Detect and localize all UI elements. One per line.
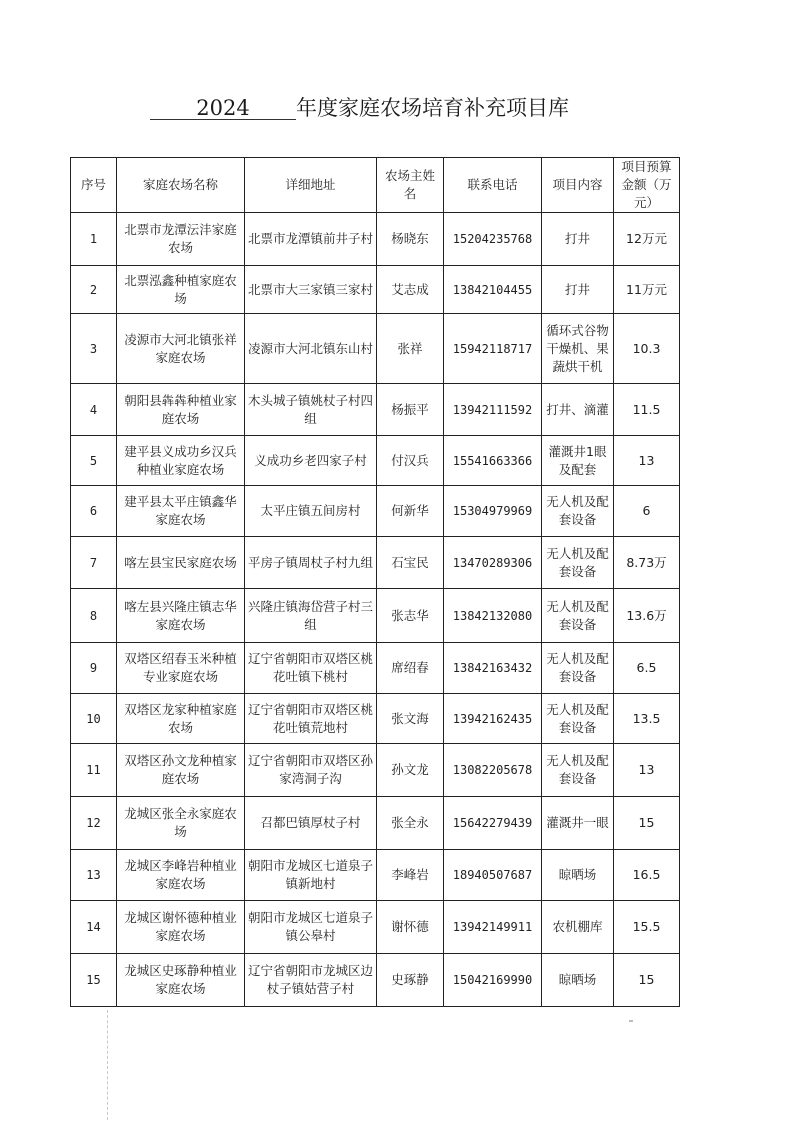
address-cell: 辽宁省朝阳市龙城区边杖子镇姑营子村 bbox=[245, 954, 377, 1007]
header-phone: 联系电话 bbox=[444, 158, 542, 213]
phone-cell: 15541663366 bbox=[444, 436, 542, 486]
farm-name-cell: 建平县义成功乡汉兵种植业家庭农场 bbox=[117, 436, 245, 486]
row-index-cell: 3 bbox=[71, 314, 117, 384]
owner-name-cell: 席绍春 bbox=[377, 643, 444, 694]
row-index-cell: 6 bbox=[71, 486, 117, 537]
phone-cell: 18940507687 bbox=[444, 850, 542, 901]
table-row bbox=[71, 436, 680, 486]
owner-name-cell: 付汉兵 bbox=[377, 436, 444, 486]
row-index-cell: 7 bbox=[71, 537, 117, 589]
farm-name-cell: 龙城区李峰岩种植业家庭农场 bbox=[117, 850, 245, 901]
table-row bbox=[71, 694, 680, 744]
scan-artifact-dot bbox=[629, 1020, 633, 1022]
project-content-cell: 打井 bbox=[542, 213, 614, 266]
phone-cell: 15942118717 bbox=[444, 314, 542, 384]
row-index-cell: 8 bbox=[71, 589, 117, 643]
header-budget: 项目预算金额（万元） bbox=[614, 158, 680, 213]
phone-cell: 13842104455 bbox=[444, 266, 542, 314]
title-year: 2024 bbox=[150, 97, 296, 120]
owner-name-cell: 艾志成 bbox=[377, 266, 444, 314]
address-cell: 平房子镇周杖子村九组 bbox=[245, 537, 377, 589]
row-index-cell: 14 bbox=[71, 901, 117, 954]
address-cell: 朝阳市龙城区七道泉子镇公皋村 bbox=[245, 901, 377, 954]
table-row bbox=[71, 384, 680, 436]
budget-cell: 13.5 bbox=[614, 694, 680, 744]
project-content-cell: 打井、滴灌 bbox=[542, 384, 614, 436]
farm-name-cell: 龙城区张全永家庭农场 bbox=[117, 797, 245, 850]
budget-cell: 13 bbox=[614, 436, 680, 486]
owner-name-cell: 张文海 bbox=[377, 694, 444, 744]
table-row bbox=[71, 537, 680, 589]
table-row bbox=[71, 213, 680, 266]
farm-name-cell: 双塔区龙家种植家庭农场 bbox=[117, 694, 245, 744]
table-row bbox=[71, 954, 680, 1007]
project-content-cell: 无人机及配套设备 bbox=[542, 694, 614, 744]
farm-name-cell: 双塔区孙文龙种植家庭农场 bbox=[117, 744, 245, 797]
project-content-cell: 无人机及配套设备 bbox=[542, 537, 614, 589]
address-cell: 北票市大三家镇三家村 bbox=[245, 266, 377, 314]
farm-name-cell: 龙城区谢怀德种植业家庭农场 bbox=[117, 901, 245, 954]
farm-name-cell: 龙城区史琢静种植业家庭农场 bbox=[117, 954, 245, 1007]
owner-name-cell: 张全永 bbox=[377, 797, 444, 850]
project-content-cell: 无人机及配套设备 bbox=[542, 643, 614, 694]
budget-cell: 6 bbox=[614, 486, 680, 537]
owner-name-cell: 何新华 bbox=[377, 486, 444, 537]
address-cell: 太平庄镇五间房村 bbox=[245, 486, 377, 537]
row-index-cell: 2 bbox=[71, 266, 117, 314]
owner-name-cell: 张志华 bbox=[377, 589, 444, 643]
farm-name-cell: 北票市龙潭沄沣家庭农场 bbox=[117, 213, 245, 266]
table-row bbox=[71, 850, 680, 901]
farm-name-cell: 朝阳县犇犇种植业家庭农场 bbox=[117, 384, 245, 436]
phone-cell: 13842163432 bbox=[444, 643, 542, 694]
address-cell: 辽宁省朝阳市双塔区孙家湾洞子沟 bbox=[245, 744, 377, 797]
table-header-row bbox=[71, 158, 680, 213]
farm-name-cell: 喀左县兴隆庄镇志华家庭农场 bbox=[117, 589, 245, 643]
address-cell: 辽宁省朝阳市双塔区桃花吐镇荒地村 bbox=[245, 694, 377, 744]
address-cell: 凌源市大河北镇东山村 bbox=[245, 314, 377, 384]
farm-name-cell: 喀左县宝民家庭农场 bbox=[117, 537, 245, 589]
budget-cell: 11.5 bbox=[614, 384, 680, 436]
phone-cell: 13942111592 bbox=[444, 384, 542, 436]
farm-name-cell: 建平县太平庄镇鑫华家庭农场 bbox=[117, 486, 245, 537]
budget-cell: 6.5 bbox=[614, 643, 680, 694]
project-table bbox=[70, 157, 680, 1007]
budget-cell: 15.5 bbox=[614, 901, 680, 954]
table-row bbox=[71, 314, 680, 384]
phone-cell: 15304979969 bbox=[444, 486, 542, 537]
phone-cell: 13942162435 bbox=[444, 694, 542, 744]
project-content-cell: 循环式谷物干燥机、果蔬烘干机 bbox=[542, 314, 614, 384]
owner-name-cell: 石宝民 bbox=[377, 537, 444, 589]
phone-cell: 15042169990 bbox=[444, 954, 542, 1007]
header-address: 详细地址 bbox=[245, 158, 377, 213]
phone-cell: 13842132080 bbox=[444, 589, 542, 643]
project-content-cell: 无人机及配套设备 bbox=[542, 589, 614, 643]
farm-name-cell: 凌源市大河北镇张祥家庭农场 bbox=[117, 314, 245, 384]
address-cell: 辽宁省朝阳市双塔区桃花吐镇下桃村 bbox=[245, 643, 377, 694]
owner-name-cell: 杨振平 bbox=[377, 384, 444, 436]
farm-name-cell: 北票泓鑫种植家庭农场 bbox=[117, 266, 245, 314]
phone-cell: 15204235768 bbox=[444, 213, 542, 266]
owner-name-cell: 史琢静 bbox=[377, 954, 444, 1007]
budget-cell: 16.5 bbox=[614, 850, 680, 901]
table-row bbox=[71, 643, 680, 694]
row-index-cell: 4 bbox=[71, 384, 117, 436]
owner-name-cell: 李峰岩 bbox=[377, 850, 444, 901]
owner-name-cell: 谢怀德 bbox=[377, 901, 444, 954]
row-index-cell: 11 bbox=[71, 744, 117, 797]
header-owner: 农场主姓名 bbox=[377, 158, 444, 213]
budget-cell: 13 bbox=[614, 744, 680, 797]
row-index-cell: 12 bbox=[71, 797, 117, 850]
row-index-cell: 1 bbox=[71, 213, 117, 266]
owner-name-cell: 孙文龙 bbox=[377, 744, 444, 797]
table-row bbox=[71, 266, 680, 314]
phone-cell: 13082205678 bbox=[444, 744, 542, 797]
row-index-cell: 9 bbox=[71, 643, 117, 694]
header-index: 序号 bbox=[71, 158, 117, 213]
row-index-cell: 10 bbox=[71, 694, 117, 744]
table-row bbox=[71, 797, 680, 850]
project-content-cell: 农机棚库 bbox=[542, 901, 614, 954]
phone-cell: 13470289306 bbox=[444, 537, 542, 589]
header-content: 项目内容 bbox=[542, 158, 614, 213]
budget-cell: 15 bbox=[614, 954, 680, 1007]
budget-cell: 10.3 bbox=[614, 314, 680, 384]
farm-name-cell: 双塔区绍春玉米种植专业家庭农场 bbox=[117, 643, 245, 694]
budget-cell: 12万元 bbox=[614, 213, 680, 266]
table-row bbox=[71, 589, 680, 643]
row-index-cell: 13 bbox=[71, 850, 117, 901]
budget-cell: 13.6万 bbox=[614, 589, 680, 643]
table-row bbox=[71, 486, 680, 537]
owner-name-cell: 杨晓东 bbox=[377, 213, 444, 266]
scan-artifact bbox=[107, 1010, 109, 1120]
project-content-cell: 晾晒场 bbox=[542, 850, 614, 901]
project-content-cell: 打井 bbox=[542, 266, 614, 314]
project-content-cell: 灌溉井1眼及配套 bbox=[542, 436, 614, 486]
budget-cell: 11万元 bbox=[614, 266, 680, 314]
project-content-cell: 无人机及配套设备 bbox=[542, 486, 614, 537]
address-cell: 义成功乡老四家子村 bbox=[245, 436, 377, 486]
title-text: 年度家庭农场培育补充项目库 bbox=[296, 96, 569, 120]
document-title bbox=[150, 92, 569, 122]
row-index-cell: 5 bbox=[71, 436, 117, 486]
project-content-cell: 灌溉井一眼 bbox=[542, 797, 614, 850]
project-content-cell: 晾晒场 bbox=[542, 954, 614, 1007]
address-cell: 木头城子镇姚杖子村四组 bbox=[245, 384, 377, 436]
address-cell: 兴隆庄镇海岱营子村三组 bbox=[245, 589, 377, 643]
owner-name-cell: 张祥 bbox=[377, 314, 444, 384]
address-cell: 召都巴镇厚杖子村 bbox=[245, 797, 377, 850]
budget-cell: 15 bbox=[614, 797, 680, 850]
address-cell: 北票市龙潭镇前井子村 bbox=[245, 213, 377, 266]
project-content-cell: 无人机及配套设备 bbox=[542, 744, 614, 797]
phone-cell: 13942149911 bbox=[444, 901, 542, 954]
row-index-cell: 15 bbox=[71, 954, 117, 1007]
address-cell: 朝阳市龙城区七道泉子镇新地村 bbox=[245, 850, 377, 901]
table-row bbox=[71, 901, 680, 954]
table-row bbox=[71, 744, 680, 797]
budget-cell: 8.73万 bbox=[614, 537, 680, 589]
phone-cell: 15642279439 bbox=[444, 797, 542, 850]
header-farm-name: 家庭农场名称 bbox=[117, 158, 245, 213]
